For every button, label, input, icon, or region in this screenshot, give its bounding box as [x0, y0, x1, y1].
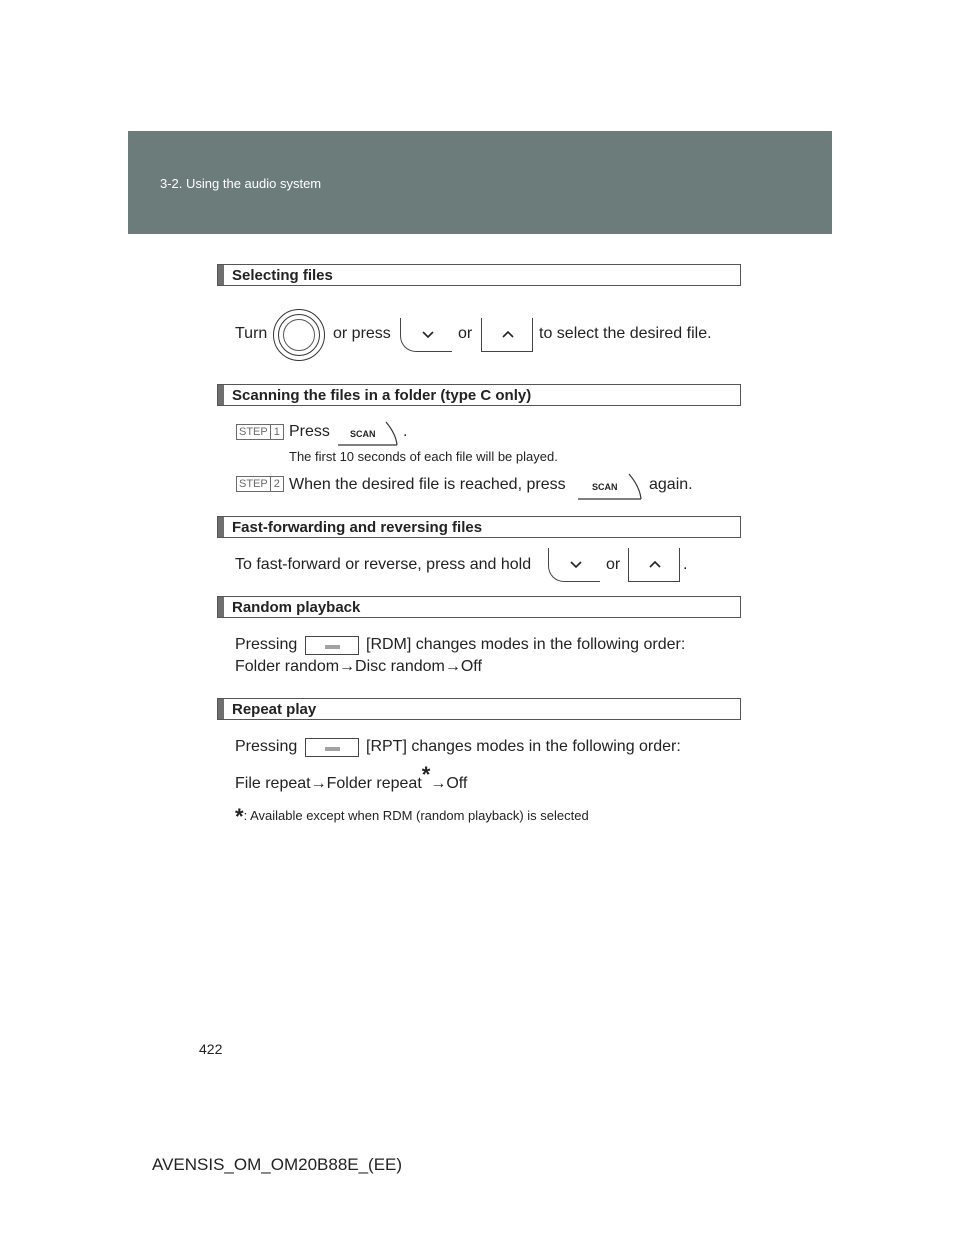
- text-step2: When the desired file is reached, press: [289, 476, 566, 493]
- step-badge-2: STEP 2: [236, 476, 284, 492]
- section-title: Fast-forwarding and reversing files: [232, 519, 483, 536]
- scan-button-2[interactable]: [578, 472, 642, 500]
- page-header: [128, 131, 832, 234]
- scan-button-icon: [578, 472, 642, 500]
- text-period: .: [683, 556, 688, 573]
- seek-down-button[interactable]: [400, 318, 452, 352]
- section-header-selecting-files: [217, 264, 741, 286]
- document-code: AVENSIS_OM_OM20B88E_(EE): [152, 1155, 403, 1174]
- chevron-down-icon: [401, 318, 453, 352]
- text-again: again.: [649, 476, 693, 493]
- text-fastforward: To fast-forward or reverse, press and hold: [235, 556, 532, 573]
- step-badge-1: STEP 1: [236, 424, 284, 440]
- footnote: *: Available except when RDM (random playback) is selected: [235, 804, 589, 829]
- section-header-random: [217, 596, 741, 618]
- text-rpt-order: File repeat→Folder repeat*→Off: [235, 762, 468, 792]
- text-turn: Turn: [235, 325, 268, 342]
- seek-down-button-2[interactable]: [548, 548, 600, 582]
- section-title: Repeat play: [232, 701, 317, 718]
- footnote-marker: *: [421, 762, 431, 787]
- preset-button-icon: [306, 739, 360, 758]
- scan-label: SCAN: [592, 482, 618, 492]
- tune-knob-icon[interactable]: [273, 309, 325, 361]
- chevron-down-icon: [549, 548, 601, 582]
- preset-button-icon: [306, 637, 360, 656]
- section-title: Scanning the files in a folder (type C only): [232, 387, 532, 404]
- text-or: or: [606, 556, 621, 573]
- preset-button-rpt[interactable]: [305, 738, 359, 757]
- seek-up-button[interactable]: [481, 318, 533, 352]
- text-press: Press: [289, 423, 330, 440]
- scan-button[interactable]: [338, 420, 398, 446]
- text-pressing: Pressing: [235, 738, 298, 755]
- scan-note: The first 10 seconds of each file will be played.: [289, 449, 558, 464]
- section-header-fastforward: [217, 516, 741, 538]
- breadcrumb: 3-2. Using the audio system: [160, 176, 322, 191]
- section-header-repeat: [217, 698, 741, 720]
- chevron-up-icon: [629, 548, 681, 582]
- section-title: Selecting files: [232, 267, 333, 284]
- text-or: or: [458, 325, 473, 342]
- text-rpt: [RPT] changes modes in the following order:: [366, 738, 681, 755]
- page-number: 422: [199, 1041, 223, 1057]
- scan-button-icon: [338, 420, 398, 446]
- text-rdm-order: Folder random→Disc random→Off: [235, 658, 482, 675]
- preset-button-rdm[interactable]: [305, 636, 359, 655]
- text-or-press: or press: [333, 325, 391, 342]
- text-pressing: Pressing: [235, 636, 298, 653]
- seek-up-button-2[interactable]: [628, 548, 680, 582]
- text-to-select: to select the desired file.: [539, 325, 712, 342]
- text-period: .: [403, 423, 408, 440]
- section-header-scanning: [217, 384, 741, 406]
- text-rdm: [RDM] changes modes in the following order:: [366, 636, 686, 653]
- scan-label: SCAN: [350, 429, 376, 439]
- section-title: Random playback: [232, 599, 361, 616]
- chevron-up-icon: [482, 318, 534, 352]
